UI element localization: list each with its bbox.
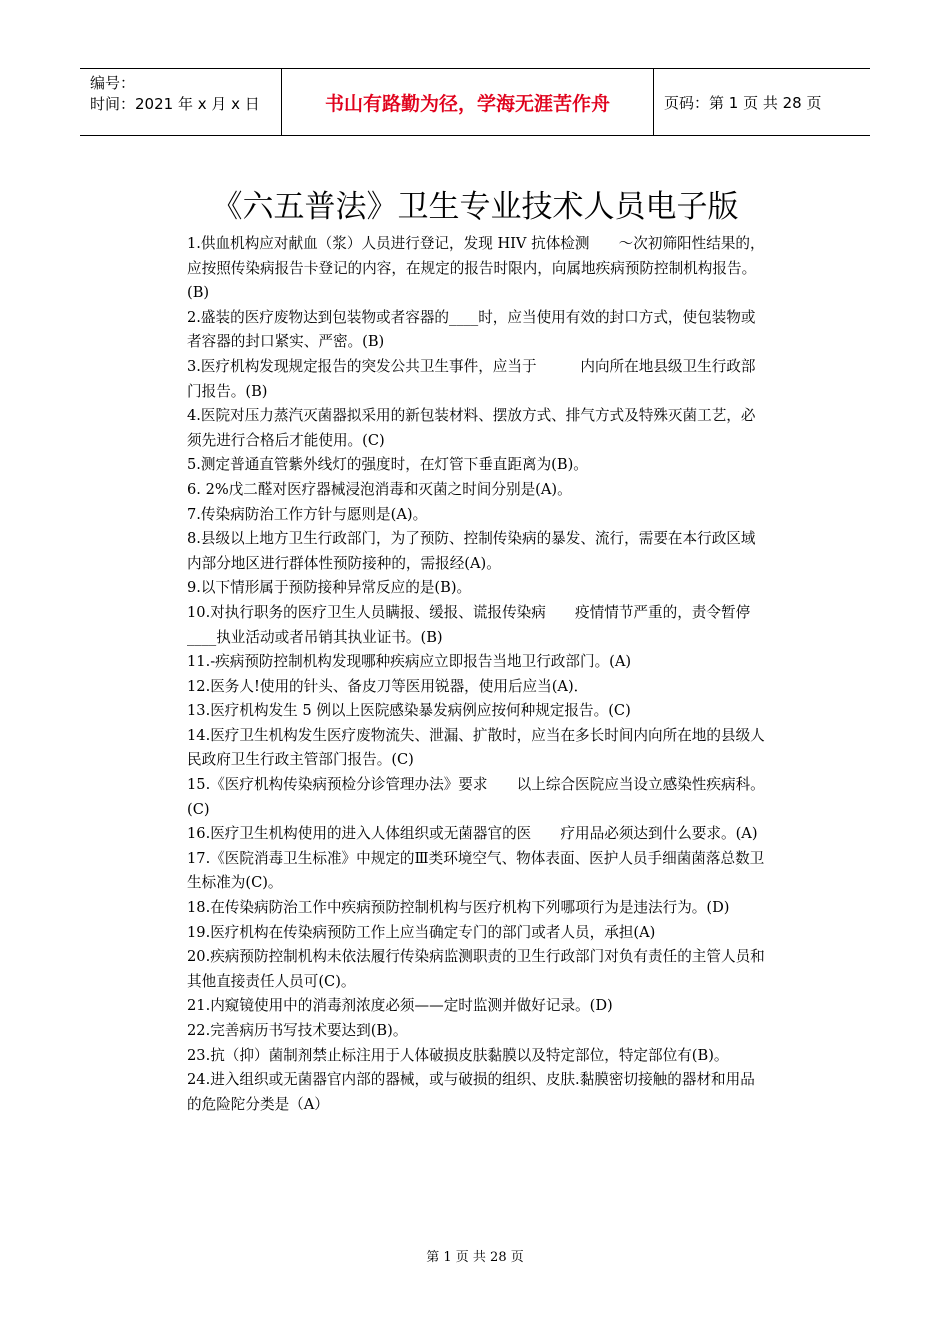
page-header (80, 68, 870, 136)
question-item: 17.《医院消毒卫生标准》中规定的Ⅲ类环境空气、物体表面、医护人员手细菌菌落总数卫生标准为(C)。 (187, 849, 765, 892)
question-item: 24.进入组织或无菌器官内部的器械，或与破损的组织、皮肤.黏膜密切接触的器材和用品的危险陀分类是（A） (187, 1071, 755, 1113)
question-item: 3.医疗机构发现规定报告的突发公共卫生事件，应当于 内向所在地县级卫生行政部门报告。(B) (187, 357, 756, 400)
question-item: 13.医疗机构发生 5 例以上医院感染暴发病例应按何种规定报告。(C) (187, 702, 631, 720)
question-item: 15.《医疗机构传染病预检分诊管理办法》要求 以上综合医院应当设立感染性疾病科。(C) (187, 776, 765, 818)
question-item: 20.疾病预防控制机构未依法履行传染病监测职责的卫生行政部门对负有责任的主管人员和其他直接责任人员可(C)。 (187, 948, 765, 990)
document-date: 时间：2021 年 x 月 x 日 (90, 95, 260, 113)
header-page-info: 页码：第 1 页 共 28 页 (664, 93, 822, 112)
question-item: 14.医疗卫生机构发生医疗废物流失、泄漏、扩散时，应当在多长时间内向所在地的县级人民政府卫生行政主管部门报告。(C) (187, 726, 765, 769)
question-item: 21.内窥镜使用中的消毒剂浓度必须——定时监测并做好记录。(D) (187, 997, 613, 1015)
question-item: 4.医院对压力蒸汽灭菌器拟采用的新包装材料、摆放方式、排气方式及特殊灭菌工艺，必须先进行合格后才能使用。(C) (187, 407, 756, 449)
question-item: 12.医务人!使用的针头、备皮刀等医用锐器，使用后应当(A)． (187, 677, 589, 695)
question-item: 5.测定普通直管紫外线灯的强度时，在灯管下垂直距离为(B)。 (187, 456, 588, 474)
question-item: 8.县级以上地方卫生行政部门，为了预防、控制传染病的暴发、流行，需要在本行政区域内部分地区进行群体性预防接种的，需报经(A)。 (187, 530, 756, 572)
question-item: 2.盛装的医疗废物达到包装物或者容器的____时，应当使用有效的封口方式，使包装物或者容器的封口紧实、严密。(B) (187, 308, 756, 351)
document-number-label: 编号： (90, 74, 136, 92)
document-title: 《六五普法》卫生专业技术人员电子版 (211, 188, 739, 225)
page-footer: 第 1 页 共 28 页 (426, 1250, 524, 1265)
header-meta (80, 69, 282, 135)
question-item: 23.抗（抑）菌制剂禁止标注用于人体破损皮肤黏膜以及特定部位，特定部位有(B)。 (187, 1046, 729, 1064)
question-item: 9.以下情形属于预防接种异常反应的是(B)。 (187, 579, 472, 597)
header-motto: 书山有路勤为径，学海无涯苦作舟 (282, 69, 654, 135)
question-item: 6. 2%戊二醛对医疗器械浸泡消毒和灭菌之时间分别是(A)。 (187, 480, 572, 498)
question-item: 11.-疾病预防控制机构发现哪种疾病应立即报告当地卫行政部门。(A) (187, 653, 632, 671)
question-item: 22.完善病历书写技术要达到(B)。 (187, 1022, 408, 1039)
question-item: 10.对执行职务的医疗卫生人员瞒报、缓报、谎报传染病 疫情情节严重的，责令暂停____执业活动或者吊销其执业证书。(B) (187, 603, 751, 646)
question-item: 1.供血机构应对献血（浆）人员进行登记，发现 HIV 抗体检测 ～次初筛阳性结果的，应按照传染病报告卡登记的内容，在规定的报告时限内，向属地疾病预防控制机构报告。(B) (187, 235, 765, 302)
question-list (187, 232, 767, 1117)
question-item: 7.传染病防治工作方针与愿则是(A)。 (187, 505, 428, 523)
question-item: 16.医疗卫生机构使用的进入人体组织或无菌器官的医 疗用品必须达到什么要求。(A) (187, 825, 758, 843)
question-item: 18.在传染病防治工作中疾病预防控制机构与医疗机构下列哪项行为是违法行为。(D) (187, 899, 730, 917)
question-item: 19.医疗机构在传染病预防工作上应当确定专门的部门或者人员，承担(A) (187, 923, 656, 941)
